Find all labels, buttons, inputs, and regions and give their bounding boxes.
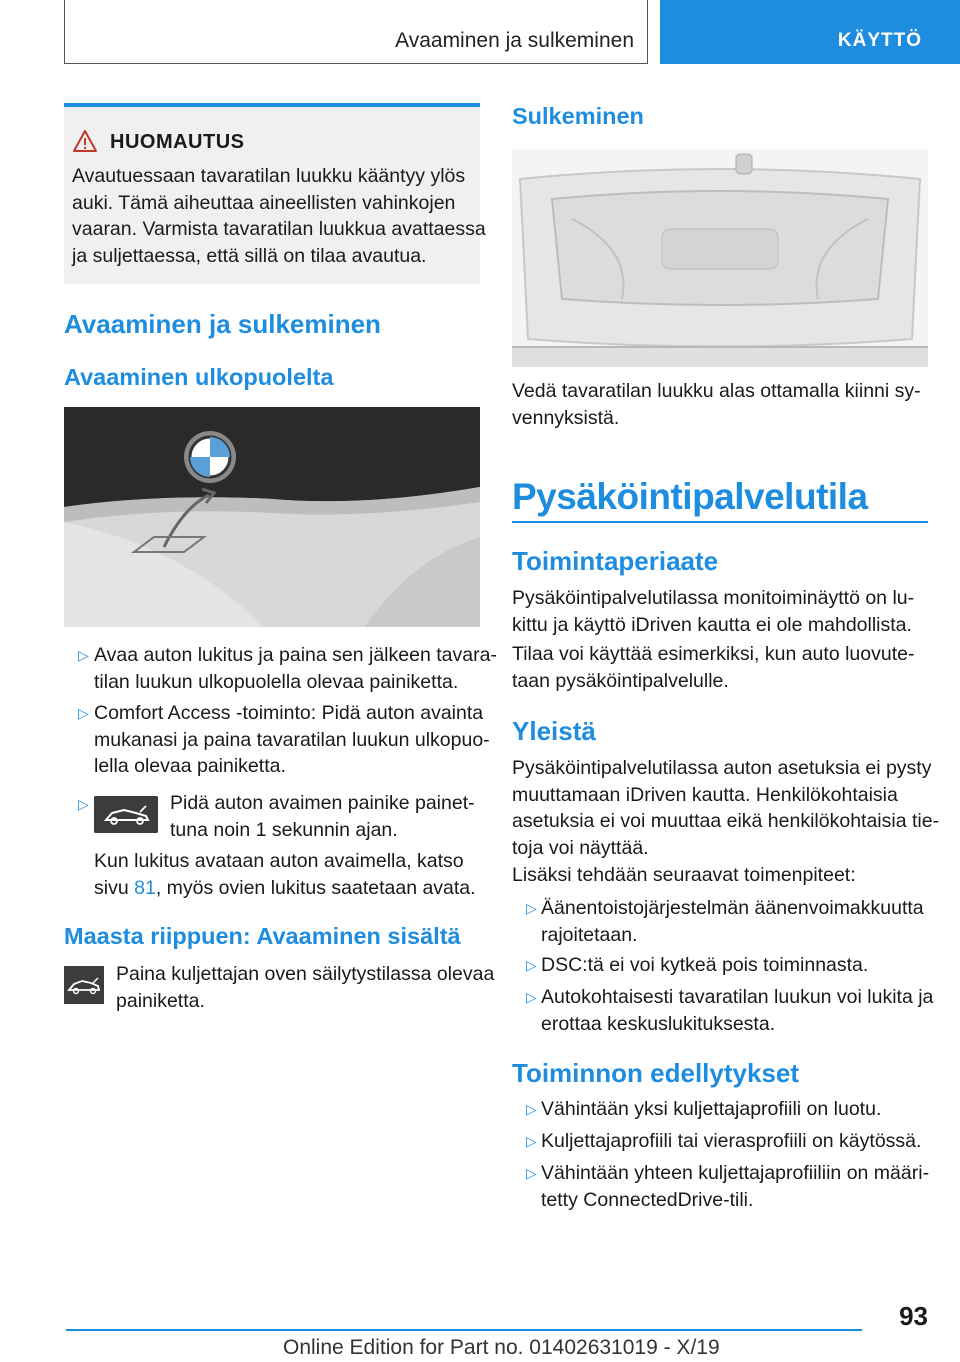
list-item-line: Comfort Access -toiminto: Pidä auton avainta [94,702,484,724]
list-item-line: DSC:tä ei voi kytkeä pois toiminnasta. [541,954,869,976]
paragraph-line: Tilaa voi käyttää esimerkiksi, kun auto luovute- [512,643,915,665]
warning-line: Avautuessaan tavaratilan luukku kääntyy ylös [72,165,466,187]
warning-text [72,163,486,269]
heading-requirements: Toiminnon edellytykset [512,1058,800,1088]
paragraph-line: kittu ja käyttö iDriven kautta ei ole mahdollista. [512,613,912,636]
paragraph-line: asetuksia ei voi muuttaa eikä henkilökohtaisia tie- [512,810,940,833]
page-reference-link[interactable]: 81 [134,876,156,899]
inside-instruction [116,961,494,1014]
footer-divider [66,1329,862,1331]
note-text: , myös ovien lukitus saatetaan avata. [155,876,476,899]
note-text: sivu [94,876,135,899]
general-paragraph-2: Lisäksi tehdään seuraavat toimenpiteet: [512,864,856,886]
list-item [541,1160,929,1213]
heading-closing: Sulkeminen [512,103,644,129]
heading-open-outside: Avaaminen ulkopuolelta [64,364,334,390]
triangle-bullet-icon: ▷ [526,1165,537,1181]
list-item-line: Vähintään yhteen kuljettajaprofiiliin on määri- [541,1162,930,1184]
list-item-line: Pidä auton avaimen painike painet- [170,792,475,814]
warning-line: ja suljettaessa, että sillä on tilaa avautua. [72,244,427,267]
trunk-interior-photo [512,149,928,367]
chapter-title: Pysäköintipalvelutila [512,476,868,517]
list-item-line: tuna noin 1 sekunnin ajan. [170,818,398,841]
triangle-bullet-icon: ▷ [526,989,537,1005]
instruction-line: Paina kuljettajan oven säilytystilassa olevaa [116,963,495,985]
list-item-line: lella olevaa painiketta. [94,755,286,778]
triangle-bullet-icon: ▷ [526,1101,537,1117]
chapter-tab-label: KÄYTTÖ [837,30,922,51]
list-item-line: Avaa auton lukitus ja paina sen jälkeen tavara- [94,644,497,666]
principle-paragraph-2 [512,641,914,694]
list-item [541,1128,921,1155]
list-item [541,1096,881,1123]
triangle-bullet-icon: ▷ [526,957,537,973]
triangle-bullet-icon: ▷ [526,900,537,916]
paragraph-line: Vedä tavaratilan luukku alas ottamalla kiinni sy- [512,380,921,402]
list-item [541,952,868,979]
warning-line: auki. Tämä aiheuttaa aineellisten vahinkojen [72,191,456,214]
list-item-line: rajoitetaan. [541,923,638,946]
page-number: 93 [899,1301,928,1331]
section-title: Avaaminen ja sulkeminen [395,29,634,52]
triangle-bullet-icon: ▷ [78,705,89,721]
triangle-bullet-icon: ▷ [78,647,89,663]
key-fob-note [94,848,476,901]
list-item [541,984,933,1037]
paragraph-line: Pysäköintipalvelutilassa auton asetuksia ei pysty [512,757,932,779]
paragraph-line: toja voi näyttää. [512,836,649,859]
list-item [541,895,924,948]
title-divider [512,521,928,523]
note-line: Kun lukitus avataan auton avaimella, katso [94,850,464,872]
car-trunk-icon [64,966,104,1004]
heading-principle: Toimintaperiaate [512,546,719,576]
heading-general: Yleistä [512,716,596,746]
list-item-line: Kuljettajaprofiili tai vierasprofiili on käytössä. [541,1130,922,1152]
footer-edition-text: Online Edition for Part no. 01402631019 - X/19 [283,1336,720,1359]
general-paragraph-1 [512,755,939,861]
list-item-line: tilan luukun ulkopuolella olevaa painiketta. [94,670,459,693]
heading-open-inside: Maasta riippuen: Avaaminen sisältä [64,923,461,949]
list-item-line: tetty ConnectedDrive-tili. [541,1188,754,1211]
list-item-line: mukanasi ja paina tavaratilan luukun ulkopuo- [94,728,490,751]
key-fob-instruction [170,790,475,843]
heading-opening-closing: Avaaminen ja sulkeminen [64,309,381,339]
warning-triangle-icon [72,129,98,153]
list-item-line: Vähintään yksi kuljettajaprofiili on luotu. [541,1098,882,1120]
paragraph-line: muuttamaan iDriven kautta. Henkilökohtaisia [512,783,898,806]
triangle-bullet-icon: ▷ [78,796,89,812]
paragraph-line: vennyksistä. [512,406,620,429]
list-item-line: Äänentoistojärjestelmän äänenvoimakkuutta [541,897,924,919]
warning-line: vaaran. Varmista tavaratilan luukkua avattaessa [72,218,486,241]
instruction-line: painiketta. [116,989,205,1012]
paragraph-line: taan pysäköintipalvelulle. [512,669,729,692]
list-item-line: Autokohtaisesti tavaratilan luukun voi lukita ja [541,986,934,1008]
warning-title: HUOMAUTUS [110,131,245,153]
principle-paragraph-1 [512,585,914,638]
trunk-exterior-photo [64,407,480,627]
list-item [94,642,497,695]
list-item-line: erottaa keskuslukituksesta. [541,1012,776,1035]
triangle-bullet-icon: ▷ [526,1133,537,1149]
closing-text [512,378,921,431]
note-line [94,875,476,902]
car-trunk-icon [94,796,158,833]
paragraph-line: Pysäköintipalvelutilassa monitoiminäyttö on lu- [512,587,915,609]
list-item [94,700,490,780]
